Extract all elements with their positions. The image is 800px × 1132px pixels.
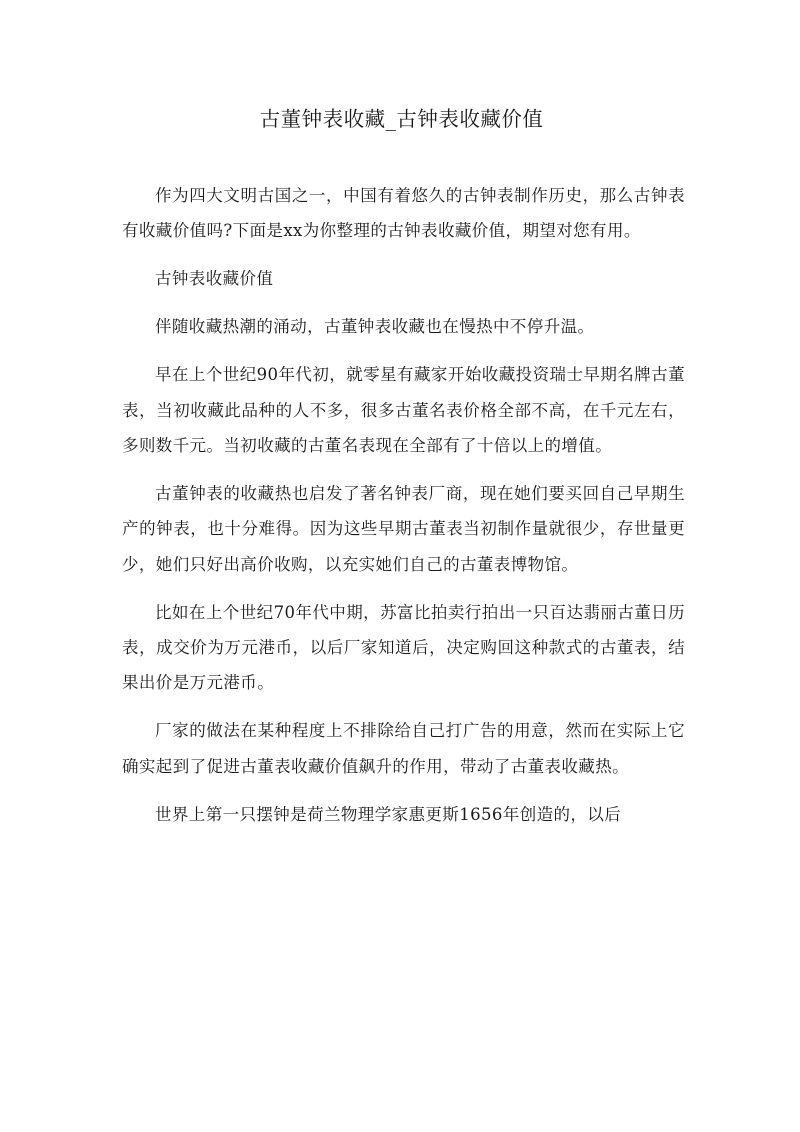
paragraph: 厂家的做法在某种程度上不排除给自己打广告的用意，然而在实际上它确实起到了促进古董表收藏价值飙升的作用，带动了古董表收藏热。 [122,721,685,776]
paragraph: 伴随收藏热潮的涌动，古董钟表收藏也在慢热中不停升温。 [155,317,595,337]
paragraph: 早在上个世纪90年代初，就零星有藏家开始收藏投资瑞士早期名牌古董表，当初收藏此品种的人不多，很多古董名表价格全部不高，在千元左右，多则数千元。当初收藏的古董名表现在全部有了十倍以上的增值。 [122,365,685,455]
paragraph: 古董钟表的收藏热也启发了著名钟表厂商，现在她们要买回自己早期生产的钟表，也十分难得。因为这些早期古董表当初制作量就很少，存世量更少，她们只好出高价收购，以充实她们自己的古董表博物馆。 [122,483,685,574]
paragraph: 世界上第一只摆钟是荷兰物理学家惠更斯1656年创造的，以后 [155,804,622,824]
section-heading: 古钟表收藏价值 [155,269,274,289]
paragraph: 比如在上个世纪70年代中期，苏富比拍卖行拍出一只百达翡丽古董日历表，成交价为万元港币，以后厂家知道后，决定购回这种款式的古董表，结果出价是万元港币。 [122,602,685,693]
document-body [122,178,685,832]
document-title: 古董钟表收藏_古钟表收藏价值 [259,107,544,131]
paragraph-intro: 作为四大文明古国之一，中国有着悠久的古钟表制作历史，那么古钟表有收藏价值吗?下面是xx为你整理的古钟表收藏价值，期望对您有用。 [122,186,685,241]
